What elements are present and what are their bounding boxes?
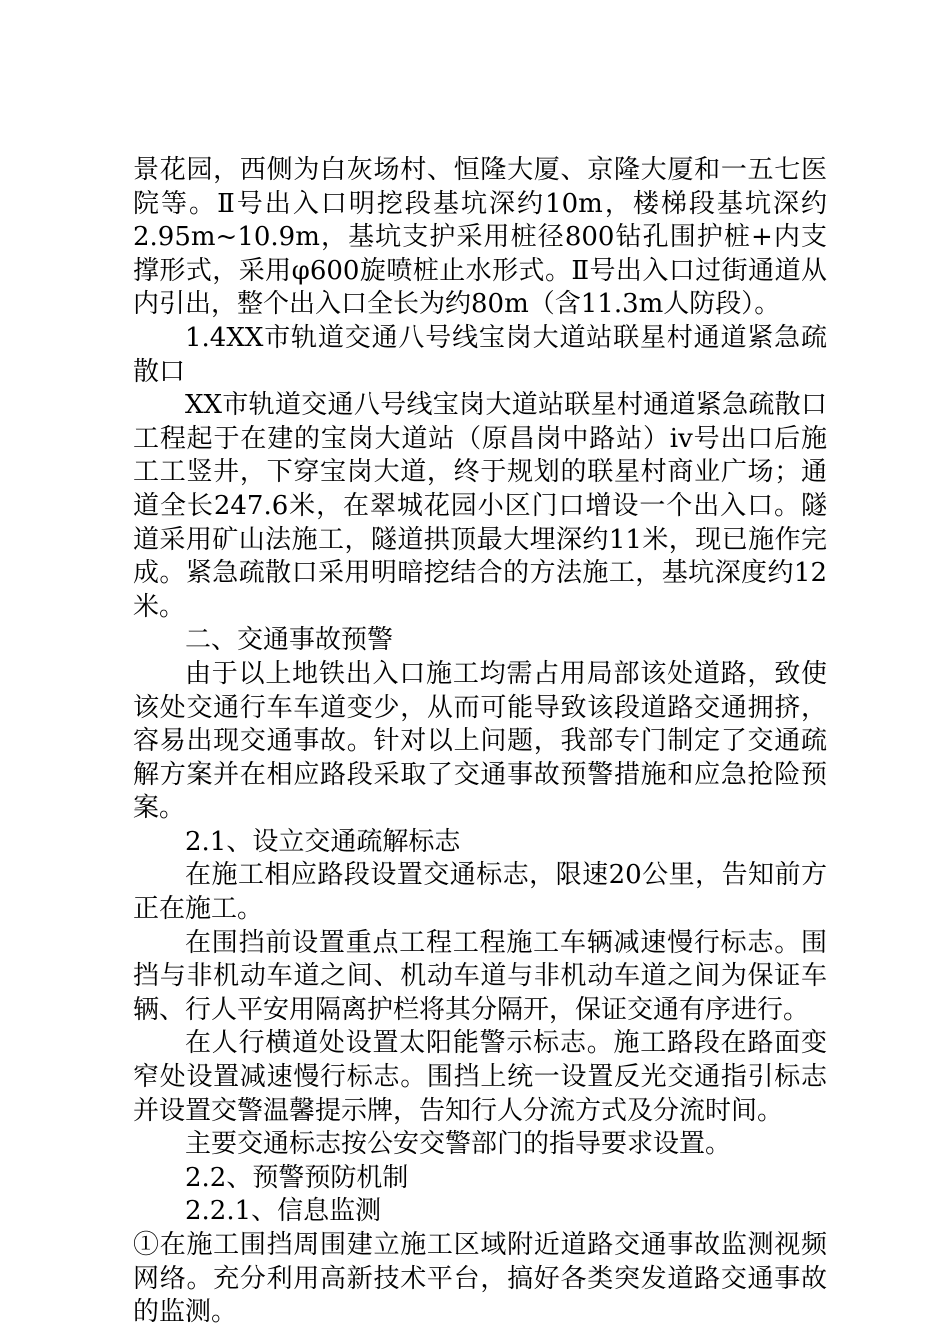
paragraph-crosswalk-signs: 在人行横道处设置太阳能警示标志。施工路段在路面变窄处设置减速慢行标志。围挡上统一设置反光交通指引标志并设置交警温馨提示牌，告知行人分流方式及分流时间。 xyxy=(133,1028,827,1126)
paragraph-speed-limit: 在施工相应路段设置交通标志，限速20公里，告知前方正在施工。 xyxy=(133,860,827,925)
document-body xyxy=(133,154,827,1330)
heading-2-1-signs: 2.1、设立交通疏解标志 xyxy=(185,826,461,857)
paragraph-emergency-exit: XX市轨道交通八号线宝岗大道站联星村通道紧急疏散口工程起于在建的宝岗大道站（原昌岗中路站）iv号出口后施工工竖井，下穿宝岗大道，终于规划的联星村商业广场；通道全长247.6米，在翠城花园小区门口增设一个出入口。隧道采用矿山法施工，隧道拱顶最大埋深约11米，现已施作完成。紧急疏散口采用明暗挖结合的方法施工，基坑深度约12米。 xyxy=(133,390,827,622)
heading-1-4-emergency-exit: 1.4XX市轨道交通八号线宝岗大道站联星村通道紧急疏散口 xyxy=(133,322,827,387)
paragraph-monitoring-network: ①在施工围挡周围建立施工区域附近道路交通事故监测视频网络。充分利用高新技术平台，搞好各类突发道路交通事故的监测。 xyxy=(133,1230,827,1328)
paragraph-station-exit-ii: 景花园，西侧为白灰场村、恒隆大厦、京隆大厦和一五七医院等。Ⅱ号出入口明挖段基坑深约10m，楼梯段基坑深约2.95m~10.9m，基坑支护采用桩径800钻孔围护桩+内支撑形式，采用φ600旋喷桩止水形式。Ⅱ号出入口过街通道从内引出，整个出入口全长为约80m（含11.3m人防段）。 xyxy=(133,155,827,320)
heading-traffic-warning: 二、交通事故预警 xyxy=(185,625,394,656)
heading-2-2-mechanism: 2.2、预警预防机制 xyxy=(185,1162,409,1193)
paragraph-main-signs: 主要交通标志按公安交警部门的指导要求设置。 xyxy=(185,1129,732,1160)
paragraph-traffic-warning: 由于以上地铁出入口施工均需占用局部该处道路，致使该处交通行车车道变少，从而可能导致该段道路交通拥挤，容易出现交通事故。针对以上问题，我部专门制定了交通疏解方案并在相应路段采取了交通事故预警措施和应急抢险预案。 xyxy=(133,658,827,824)
heading-2-2-1-monitoring: 2.2.1、信息监测 xyxy=(185,1196,382,1227)
paragraph-barrier-signs: 在围挡前设置重点工程工程施工车辆减速慢行标志。围挡与非机动车道之间、机动车道与非机动车道之间为保证车辆、行人平安用隔离护栏将其分隔开，保证交通有序进行。 xyxy=(133,927,827,1025)
